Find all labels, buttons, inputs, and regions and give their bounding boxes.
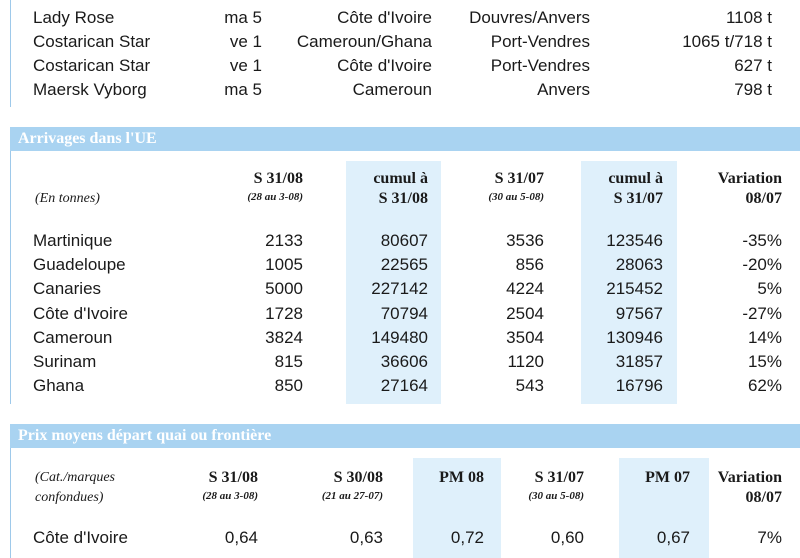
ship-day: ma 5 bbox=[224, 8, 262, 27]
ship-day: ve 1 bbox=[229, 32, 262, 51]
table-cell: 0,72 bbox=[450, 528, 484, 547]
ship-row bbox=[11, 6, 800, 30]
table-cell: 2504 bbox=[506, 303, 544, 323]
table-cell: 14% bbox=[747, 327, 782, 347]
table-row bbox=[11, 302, 800, 326]
column-header: cumul à S 31/08 bbox=[373, 170, 428, 207]
table-row bbox=[11, 350, 800, 374]
ship-row bbox=[11, 78, 800, 102]
table-row bbox=[11, 253, 800, 277]
table-cell: 70794 bbox=[380, 303, 428, 323]
unit-label: (En tonnes) bbox=[35, 191, 100, 206]
table-row bbox=[11, 277, 800, 301]
table-cell: 7% bbox=[757, 528, 782, 547]
table-cell: 215452 bbox=[606, 279, 663, 299]
column-header: cumul à S 31/07 bbox=[608, 170, 663, 207]
table-cell: 856 bbox=[515, 255, 544, 275]
ship-name: Costarican Star bbox=[33, 56, 151, 75]
table-cell: 149480 bbox=[371, 327, 428, 347]
ship-schedule-table bbox=[10, 0, 800, 107]
column-header: S 31/07 (30 au 5-08) bbox=[488, 170, 544, 203]
table-cell: 97567 bbox=[615, 303, 663, 323]
arrivals-section-title: Arrivages dans l'UE bbox=[10, 127, 800, 151]
table-cell: 31857 bbox=[615, 352, 663, 371]
table-cell: 4224 bbox=[506, 279, 544, 299]
table-cell: 2133 bbox=[265, 231, 303, 250]
row-origin: Guadeloupe bbox=[33, 255, 126, 275]
row-origin: Martinique bbox=[33, 231, 113, 250]
table-cell: 3504 bbox=[506, 327, 544, 347]
ship-name: Lady Rose bbox=[33, 8, 115, 27]
table-cell: 28063 bbox=[615, 255, 663, 275]
table-cell: 0,64 bbox=[224, 528, 258, 547]
column-header: S 31/08 (28 au 3-08) bbox=[202, 469, 258, 502]
row-origin: Ghana bbox=[33, 376, 85, 396]
table-cell: 1005 bbox=[265, 255, 303, 275]
ship-destination: Anvers bbox=[537, 80, 590, 99]
ship-origin: Cameroun/Ghana bbox=[296, 32, 432, 51]
table-cell: 22565 bbox=[380, 255, 428, 275]
table-cell: 15% bbox=[747, 352, 782, 371]
table-cell: 0,67 bbox=[656, 528, 690, 547]
table-cell: 543 bbox=[515, 376, 544, 396]
ship-destination: Port-Vendres bbox=[490, 32, 590, 51]
prices-section-title: Prix moyens départ quai ou frontière bbox=[10, 424, 800, 448]
table-cell: 36606 bbox=[380, 352, 428, 371]
table-cell: 130946 bbox=[606, 327, 663, 347]
table-cell: 0,63 bbox=[349, 528, 383, 547]
column-header: Variation 08/07 bbox=[717, 469, 782, 506]
ship-quantity: 627 t bbox=[734, 56, 772, 75]
table-cell: 27164 bbox=[380, 376, 428, 396]
table-cell: 80607 bbox=[380, 231, 428, 250]
ship-origin: Côte d'Ivoire bbox=[337, 56, 432, 75]
arrivals-table bbox=[10, 151, 800, 404]
ship-name: Maersk Vyborg bbox=[33, 80, 147, 99]
table-cell: 0,60 bbox=[550, 528, 584, 547]
table-cell: -20% bbox=[742, 255, 782, 275]
ship-day: ve 1 bbox=[229, 56, 262, 75]
row-origin: Canaries bbox=[33, 279, 102, 299]
prices-table bbox=[10, 448, 800, 558]
table-cell: 1728 bbox=[265, 303, 303, 323]
column-header: PM 08 bbox=[439, 469, 484, 486]
table-cell: 850 bbox=[274, 376, 303, 396]
ship-origin: Cameroun bbox=[352, 80, 432, 99]
ship-quantity: 1108 t bbox=[725, 8, 772, 27]
table-cell: 815 bbox=[274, 352, 303, 371]
column-header: PM 07 bbox=[645, 469, 690, 486]
table-cell: 227142 bbox=[371, 279, 428, 299]
row-origin: Surinam bbox=[33, 352, 97, 371]
column-header: S 31/08 (28 au 3-08) bbox=[247, 170, 303, 203]
unit-label: (Cat./marques confondues) bbox=[35, 470, 115, 505]
table-cell: 123546 bbox=[606, 231, 663, 250]
ship-destination: Douvres/Anvers bbox=[469, 8, 590, 27]
table-row bbox=[11, 526, 800, 550]
row-origin: Côte d'Ivoire bbox=[33, 303, 128, 323]
ship-quantity: 1065 t/718 t bbox=[682, 32, 772, 51]
ship-quantity: 798 t bbox=[734, 80, 772, 99]
table-cell: 5000 bbox=[265, 279, 303, 299]
ship-row bbox=[11, 54, 800, 78]
column-header: Variation 08/07 bbox=[717, 170, 782, 207]
table-cell: 62% bbox=[747, 376, 782, 396]
column-header: S 30/08 (21 au 27-07) bbox=[321, 469, 383, 502]
ship-day: ma 5 bbox=[224, 80, 262, 99]
ship-destination: Port-Vendres bbox=[490, 56, 590, 75]
column-header: S 31/07 (30 au 5-08) bbox=[528, 469, 584, 502]
table-cell: 3824 bbox=[265, 327, 303, 347]
table-cell: 16796 bbox=[615, 376, 663, 396]
row-origin: Côte d'Ivoire bbox=[33, 528, 128, 547]
table-row bbox=[11, 326, 800, 350]
row-origin: Cameroun bbox=[33, 327, 113, 347]
ship-row bbox=[11, 30, 800, 54]
table-row bbox=[11, 374, 800, 398]
table-cell: -27% bbox=[742, 303, 782, 323]
table-cell: 3536 bbox=[506, 231, 544, 250]
ship-name: Costarican Star bbox=[33, 32, 151, 51]
table-cell: 5% bbox=[757, 279, 782, 299]
ship-origin: Côte d'Ivoire bbox=[337, 8, 432, 27]
table-row bbox=[11, 229, 800, 253]
table-cell: 1120 bbox=[507, 352, 544, 371]
table-cell: -35% bbox=[742, 231, 782, 250]
